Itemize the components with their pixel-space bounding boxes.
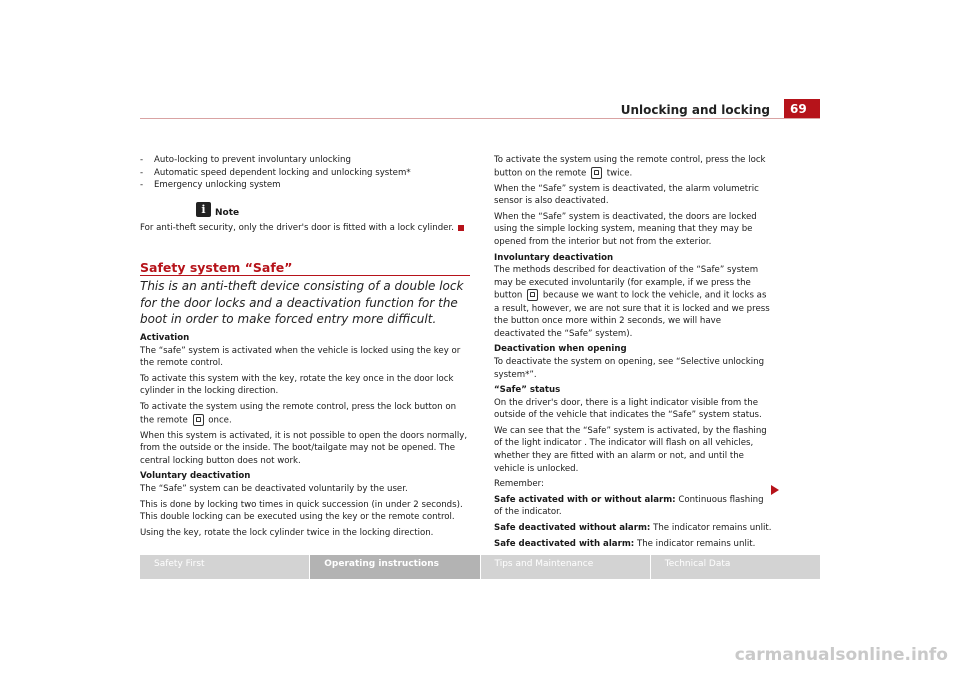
info-icon xyxy=(196,202,211,217)
paragraph: To activate this system with the key, rotate the key once in the door lock cylinder in the locking direction. xyxy=(140,373,454,397)
feature-list xyxy=(140,154,470,192)
paragraph: Using the key, rotate the lock cylinder twice in the locking direction. xyxy=(140,527,434,538)
note-label: Note xyxy=(215,208,240,218)
footer-nav xyxy=(140,555,820,579)
paragraph: When this system is activated, it is not possible to open the doors normally, from the outside or the inside. The boot/tailgate may not be opened. The central locking button does not work. xyxy=(140,430,468,466)
right-column-body xyxy=(494,154,774,550)
list-item: - Auto-locking to prevent involuntary unlocking xyxy=(140,155,351,165)
paragraph: Remember: xyxy=(494,479,544,490)
arrow-right-icon xyxy=(771,485,779,495)
tab-technical-data[interactable]: Technical Data xyxy=(651,555,820,579)
status-heading: “Safe” status xyxy=(494,385,561,396)
left-column-body xyxy=(140,332,471,539)
section-divider xyxy=(140,275,470,276)
watermark: carmanualsonline.info xyxy=(734,645,948,665)
page-number: 69 xyxy=(784,99,820,119)
paragraph: When the “Safe” system is deactivated, the alarm volumetric sensor is also deactivated. xyxy=(494,183,759,207)
header-title: Unlocking and locking xyxy=(620,103,770,117)
status-line: Safe deactivated without alarm: The indicator remains unlit. xyxy=(494,523,772,534)
involuntary-heading: Involuntary deactivation xyxy=(494,252,614,263)
status-line: Safe deactivated with alarm: The indicator remains unlit. xyxy=(494,538,756,549)
deactivation-heading: Deactivation when opening xyxy=(494,344,627,355)
paragraph: To activate the system using the remote control, press the lock button on the remote twice. xyxy=(494,155,766,179)
lock-key-icon xyxy=(527,289,538,301)
paragraph: On the driver's door, there is a light indicator visible from the outside of the vehicle that indicates the “Safe” system status. xyxy=(494,397,762,421)
paragraph: The “Safe” system can be deactivated voluntarily by the user. xyxy=(140,484,408,495)
voluntary-heading: Voluntary deactivation xyxy=(140,471,251,482)
tab-safety-first[interactable]: Safety First xyxy=(140,555,309,579)
paragraph: When the “Safe” system is deactivated, the doors are locked using the simple locking system, meaning that they may be opened from the interior but not from the exterior. xyxy=(494,211,757,248)
paragraph: We can see that the “Safe” system is activated, by the flashing of the light indicator . The indicator will flash on all vehicles, whether they are fitted with an alarm or not, and until the vehicle is unlocked. xyxy=(494,425,767,474)
lock-key-icon xyxy=(193,414,204,426)
paragraph: To deactivate the system on opening, see “Selective unlocking system*”. xyxy=(494,356,765,380)
section-intro: This is an anti-theft device consisting of a double lock for the door locks and a deactivation function for the boot in order to make forced entry more difficult. xyxy=(140,279,464,326)
tab-operating-instructions[interactable]: Operating instructions xyxy=(310,555,479,579)
end-square-icon xyxy=(458,225,464,231)
tab-tips-and-maintenance[interactable]: Tips and Maintenance xyxy=(481,555,650,579)
activation-heading: Activation xyxy=(140,333,190,343)
header-divider xyxy=(140,118,820,119)
status-line: Safe activated with or without alarm: Continuous flashing of the indicator. xyxy=(494,494,764,518)
note-text: For anti-theft security, only the driver's door is fitted with a lock cylinder. xyxy=(140,222,470,235)
paragraph: The “safe” system is activated when the vehicle is locked using the key or the remote control. xyxy=(140,345,461,369)
list-item: - Emergency unlocking system xyxy=(140,180,281,191)
paragraph: To activate the system using the remote control, press the lock button on the remote once. xyxy=(140,401,457,426)
list-item: - Automatic speed dependent locking and unlocking system* xyxy=(140,167,411,178)
paragraph: This is done by locking two times in quick succession (in under 2 seconds). This double locking can be executed using the key or the remote control. xyxy=(140,499,463,523)
lock-key-icon xyxy=(591,167,602,179)
section-title: Safety system “Safe” xyxy=(140,260,293,275)
paragraph: The methods described for deactivation of the “Safe” system may be executed involuntarily (for example, if we press the button because we want to lock the vehicle, and it locks as a result, however, we are not sure that it is locked and we press the button once more within 2 seconds, we will have deactivated the “Safe” system). xyxy=(494,265,770,339)
